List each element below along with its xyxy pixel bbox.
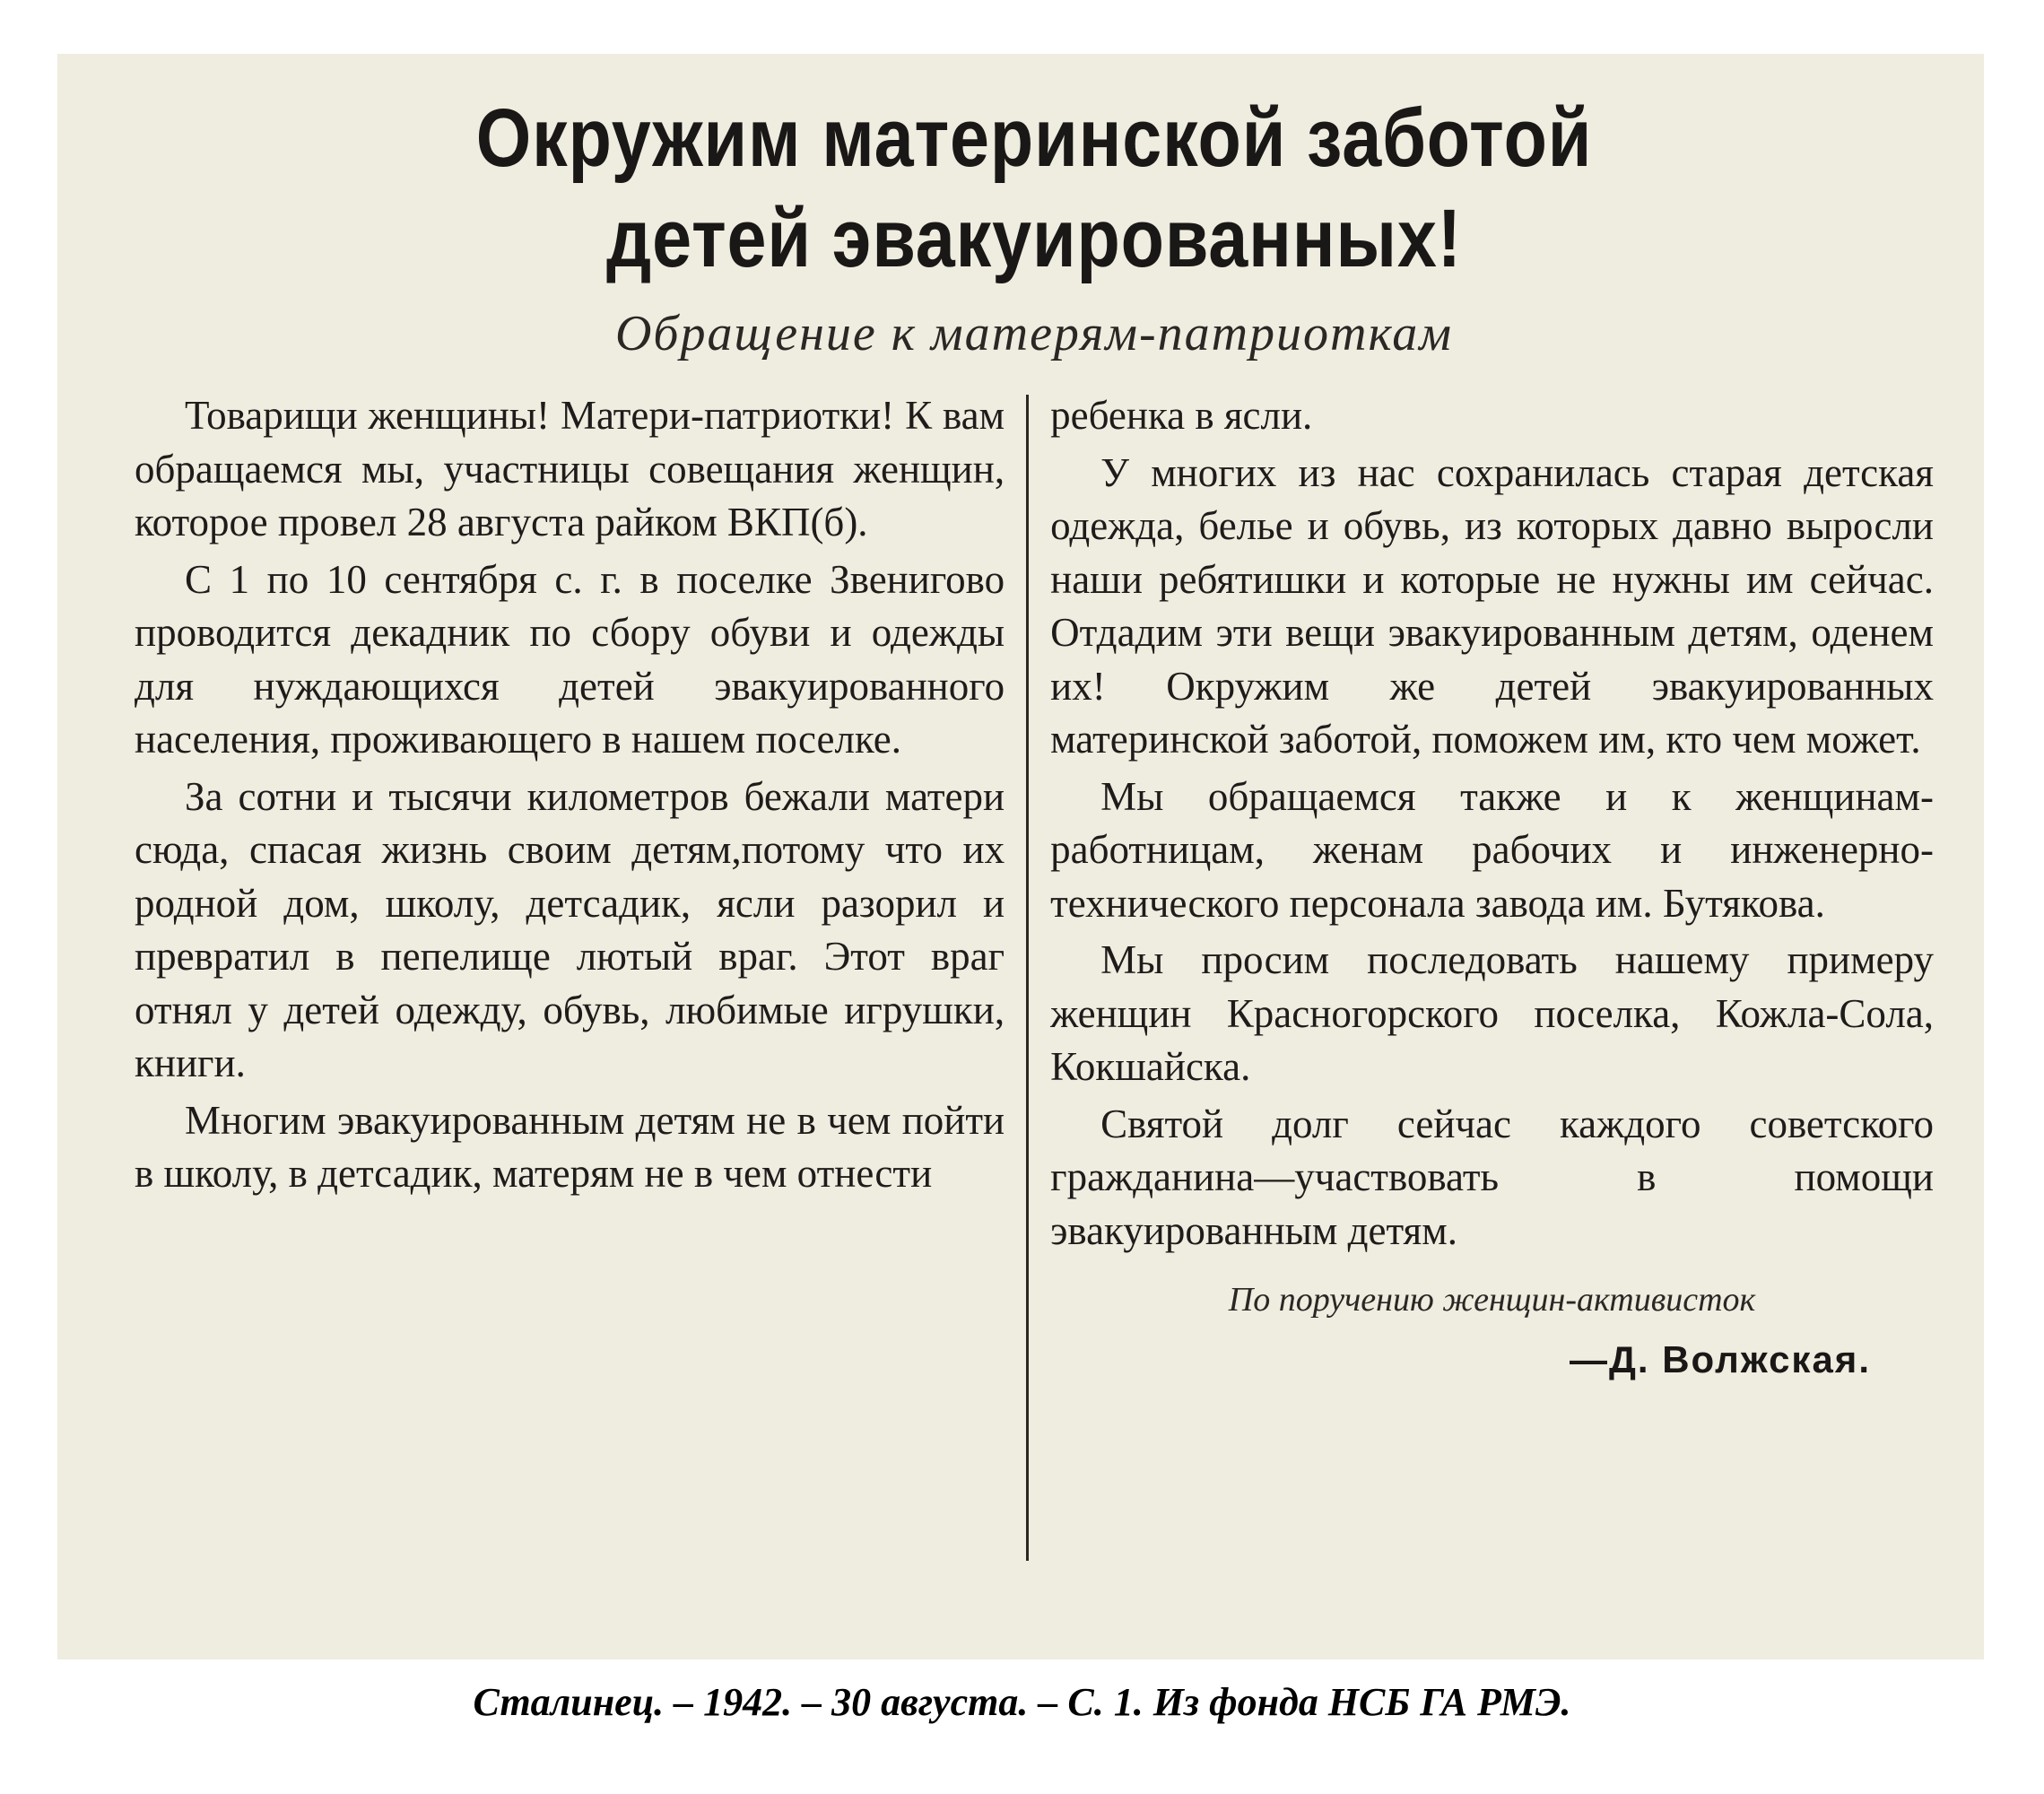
headline [260,88,1807,289]
newspaper-clipping [57,54,1984,1659]
right-column [1029,389,1934,1561]
article-columns [135,389,1934,1561]
left-column [135,389,1026,1561]
paragraph: Святой долг сейчас каждого советского гражданина—участвовать в помощи эвакуированным детям. [1050,1101,1934,1253]
headline-line-1: Окружим материнской заботой [475,92,1593,184]
subtitle: Обращение к матерям-патриоткам [614,306,1454,361]
headline-line-2: детей эвакуированных! [606,193,1462,284]
signoff-role: По поручению женщин-активисток [1228,1281,1756,1319]
paragraph: С 1 по 10 сентября с. г. в поселке Звенигово проводится декадник по сбору обуви и одежды для нуждающихся детей эвакуированного населения, проживающего в нашем поселке. [135,556,1005,762]
source-caption: Сталинец. – 1942. – 30 августа. – С. 1. Из фонда НСБ ГА РМЭ. [473,1680,1571,1724]
paragraph: Мы обращаемся также и к женщинам-работницам, женам рабочих и инженерно-технического персонала завода им. Бутякова. [1050,773,1934,926]
paragraph: Многим эвакуированным детям не в чем пойти в школу, в детсадик, матерям не в чем отнести [135,1097,1005,1196]
paragraph: Мы просим последовать нашему примеру женщин Красногорского поселка, Кожла-Сола, Кокшайска. [1050,937,1934,1089]
paragraph: У многих из нас сохранилась старая детская одежда, белье и обувь, из которых давно выросли наши ребятишки и которые не нужны им сейчас. Отдадим эти вещи эвакуированным детям, оденем их! Окружим же детей эвакуированных материнской заботой, поможем им, кто чем может. [1050,449,1934,762]
paragraph: За сотни и тысячи километров бежали матери сюда, спасая жизнь своим детям,потому что их родной дом, школу, детсадик, ясли разорил и превратил в пепелище лютый враг. Этот враг отнял у детей одежду, обувь, любимые игрушки, книги. [135,773,1005,1085]
paragraph: ребенка в ясли. [1050,393,1313,438]
signoff-name: —Д. Волжская. [1569,1337,1871,1380]
paragraph: Товарищи женщины! Матери-патриотки! К вам обращаемся мы, участницы совещания женщин, которое провел 28 августа райком ВКП(б). [135,393,1005,544]
